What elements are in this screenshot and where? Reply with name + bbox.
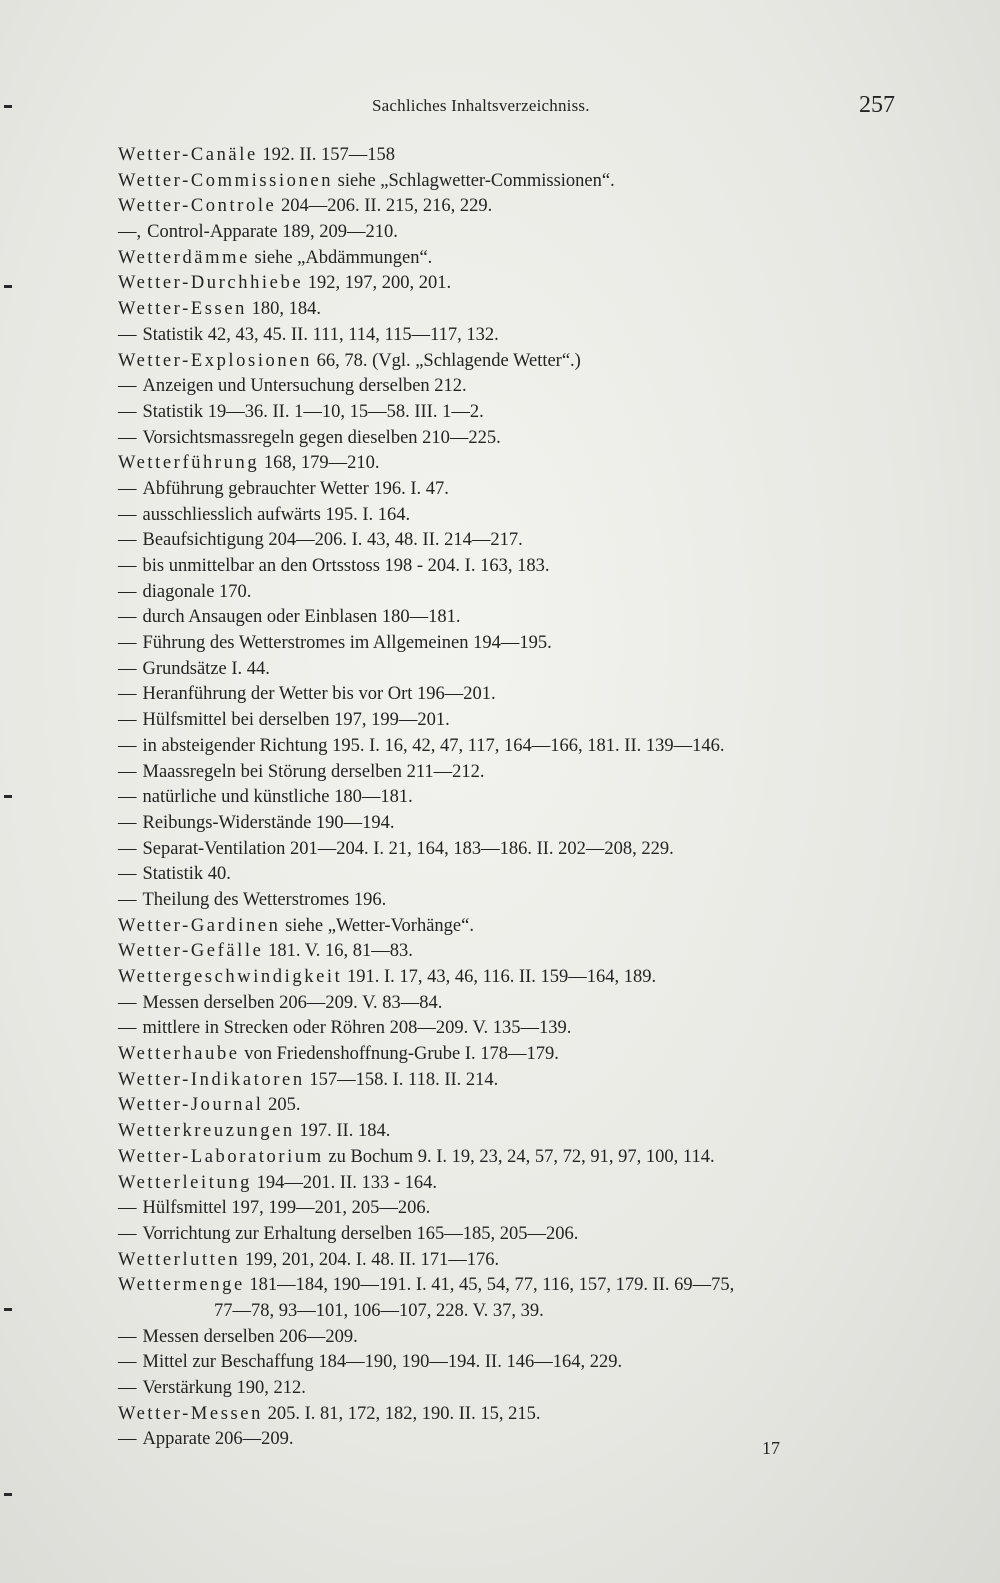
index-references: Abführung gebrauchter Wetter 196. I. 47. bbox=[142, 478, 449, 499]
index-entry bbox=[118, 194, 918, 220]
index-subentry bbox=[118, 400, 918, 426]
page-edge-mark bbox=[4, 1493, 12, 1496]
index-subentry bbox=[118, 837, 918, 863]
subentry-dash: — bbox=[118, 992, 137, 1013]
index-subentry bbox=[118, 528, 918, 554]
index-references: 192, 197, 200, 201. bbox=[307, 273, 452, 294]
signature-mark: 17 bbox=[762, 1438, 780, 1458]
index-references: 191. I. 17, 43, 46, 116. II. 159—164, 189. bbox=[347, 967, 657, 987]
index-term: Wetter-Gefälle bbox=[118, 941, 264, 962]
index-entry bbox=[118, 297, 918, 323]
index-references: Beaufsichtigung 204—206. I. 43, 48. II. 214—217. bbox=[142, 530, 523, 551]
subentry-dash: — bbox=[118, 504, 137, 525]
index-references: Theilung des Wetterstromes 196. bbox=[142, 889, 387, 910]
index-entry bbox=[118, 271, 918, 297]
index-references: Control-Apparate 189, 209—210. bbox=[147, 222, 398, 243]
index-references: Grundsätze I. 44. bbox=[142, 658, 270, 679]
subentry-dash: — bbox=[118, 633, 137, 654]
index-term: Wetterdämme bbox=[118, 247, 250, 268]
subentry-dash: — bbox=[118, 658, 137, 679]
index-references: Anzeigen und Untersuchung derselben 212. bbox=[142, 376, 467, 397]
index-term: Wetterlutten bbox=[118, 1249, 241, 1270]
index-references: Hülfsmittel bei derselben 197, 199—201. bbox=[142, 710, 450, 731]
index-entry bbox=[118, 1119, 918, 1145]
index-subentry bbox=[118, 631, 918, 657]
index-references: ausschliesslich aufwärts 195. I. 164. bbox=[142, 504, 411, 525]
index-entry bbox=[118, 1042, 918, 1068]
index-entry bbox=[118, 939, 918, 965]
index-references: Separat-Ventilation 201—204. I. 21, 164, 183—186. II. 202—208, 229. bbox=[142, 838, 674, 859]
index-references: 199, 201, 204. I. 48. II. 171—176. bbox=[244, 1249, 500, 1270]
index-entry bbox=[118, 914, 918, 940]
index-subentry bbox=[118, 580, 918, 606]
index-subentry bbox=[118, 426, 918, 452]
index-entry bbox=[118, 246, 918, 272]
index-references: bis unmittelbar an den Ortsstoss 198 - 204. I. 163, 183. bbox=[142, 556, 550, 576]
index-subentry bbox=[118, 657, 918, 683]
index-references: 205. bbox=[268, 1095, 301, 1116]
index-term: Wetterkreuzungen bbox=[118, 1121, 295, 1142]
subentry-dash: — bbox=[118, 710, 137, 731]
index-references: durch Ansaugen oder Einblasen 180—181. bbox=[142, 607, 461, 628]
subentry-dash: — bbox=[118, 889, 137, 910]
index-references: 194—201. II. 133 - 164. bbox=[256, 1172, 438, 1193]
index-subentry bbox=[118, 888, 918, 914]
subentry-dash: — bbox=[118, 787, 137, 808]
index-references: Statistik 19—36. II. 1—10, 15—58. III. 1—2. bbox=[142, 401, 484, 422]
index-subentry bbox=[118, 477, 918, 503]
index-entry bbox=[118, 965, 918, 991]
index-references: 180, 184. bbox=[251, 299, 321, 320]
index-subentry bbox=[118, 708, 918, 734]
subentry-dash: — bbox=[118, 1223, 137, 1244]
index-subentry bbox=[118, 991, 918, 1017]
index-references: 157—158. I. 118. II. 214. bbox=[309, 1069, 499, 1090]
subentry-dash: — bbox=[118, 1378, 137, 1398]
index-references: 181—184, 190—191. I. 41, 45, 54, 77, 116, 157, 179. II. 69—75, bbox=[249, 1275, 735, 1296]
index-references: 181. V. 16, 81—83. bbox=[268, 941, 413, 962]
index-references: von Friedenshoffnung-Grube I. 178—179. bbox=[244, 1044, 559, 1065]
index-entry bbox=[118, 1273, 918, 1299]
index-references: Vorrichtung zur Erhaltung derselben 165—185, 205—206. bbox=[142, 1223, 579, 1244]
index-subentry bbox=[118, 811, 918, 837]
subentry-dash: — bbox=[118, 556, 137, 576]
index-subentry bbox=[118, 760, 918, 786]
index-entry bbox=[118, 451, 918, 477]
page-edge-mark bbox=[4, 795, 12, 798]
subentry-dash: — bbox=[118, 1352, 137, 1373]
subentry-dash: — bbox=[118, 376, 137, 397]
index-entry bbox=[118, 1171, 918, 1197]
subentry-dash: — bbox=[118, 1198, 137, 1219]
subentry-dash: —, bbox=[118, 222, 142, 243]
subentry-dash: — bbox=[118, 427, 137, 448]
subentry-dash: — bbox=[118, 761, 137, 782]
index-references: Messen derselben 206—209. bbox=[142, 1326, 358, 1347]
index-references: in absteigender Richtung 195. I. 16, 42, 47, 117, 164—166, 181. II. 139—146. bbox=[142, 735, 725, 756]
subentry-dash: — bbox=[118, 864, 137, 885]
index-references: 77—78, 93—101, 106—107, 228. V. 37, 39. bbox=[214, 1300, 544, 1321]
index-term: Wetterführung bbox=[118, 453, 260, 474]
index-references: 197. II. 184. bbox=[299, 1121, 391, 1142]
index-subentry bbox=[118, 605, 918, 631]
index-subentry bbox=[118, 503, 918, 529]
page-number: 257 bbox=[859, 92, 895, 118]
subentry-dash: — bbox=[118, 735, 137, 756]
page-edge-mark bbox=[4, 105, 12, 108]
index-subentry bbox=[118, 1222, 918, 1248]
index-subentry bbox=[118, 323, 918, 349]
index-term: Wetterhaube bbox=[118, 1044, 240, 1065]
index-entry bbox=[118, 1093, 918, 1119]
index-references: Verstärkung 190, 212. bbox=[142, 1378, 306, 1398]
subentry-dash: — bbox=[118, 1429, 137, 1450]
index-references: siehe „Abdämmungen“. bbox=[254, 247, 433, 268]
index-entry bbox=[118, 349, 918, 375]
index-references: siehe „Schlagwetter-Commissionen“. bbox=[337, 170, 615, 191]
page-header bbox=[372, 92, 895, 122]
index-term: Wetter-Canäle bbox=[118, 145, 258, 165]
index-subentry bbox=[118, 785, 918, 811]
subentry-dash: — bbox=[118, 324, 137, 345]
index-references: Messen derselben 206—209. V. 83—84. bbox=[142, 992, 443, 1013]
index-references: 192. II. 157—158 bbox=[262, 145, 395, 165]
subentry-dash: — bbox=[118, 401, 137, 422]
index-subentry bbox=[118, 862, 918, 888]
index-subentry bbox=[118, 554, 918, 580]
index-entries bbox=[118, 143, 918, 1453]
index-subentry bbox=[118, 1196, 918, 1222]
index-references: mittlere in Strecken oder Röhren 208—209. V. 135—139. bbox=[142, 1018, 572, 1039]
index-references: 66, 78. (Vgl. „Schlagende Wetter“.) bbox=[316, 350, 581, 371]
index-subentry bbox=[118, 682, 918, 708]
subentry-dash: — bbox=[118, 478, 137, 499]
index-entry bbox=[118, 169, 918, 195]
index-references: Mittel zur Beschaffung 184—190, 190—194. II. 146—164, 229. bbox=[142, 1352, 623, 1373]
index-references: Reibungs-Widerstände 190—194. bbox=[142, 812, 395, 833]
subentry-dash: — bbox=[118, 1326, 137, 1347]
page-edge-mark bbox=[4, 1308, 12, 1311]
subentry-dash: — bbox=[118, 607, 137, 628]
index-references: Hülfsmittel 197, 199—201, 205—206. bbox=[142, 1198, 431, 1219]
index-references: Heranführung der Wetter bis vor Ort 196—201. bbox=[142, 684, 496, 705]
index-references: siehe „Wetter-Vorhänge“. bbox=[285, 915, 474, 936]
index-term: Wetter-Gardinen bbox=[118, 915, 281, 936]
index-term: Wetter-Commissionen bbox=[118, 170, 334, 191]
index-entry bbox=[118, 143, 918, 169]
index-term: Wettergeschwindigkeit bbox=[118, 967, 343, 987]
index-entry bbox=[118, 1402, 918, 1428]
subentry-dash: — bbox=[118, 838, 137, 859]
index-subentry bbox=[118, 374, 918, 400]
running-head: Sachliches Inhaltsverzeichniss. bbox=[372, 96, 590, 115]
index-references: 205. I. 81, 172, 182, 190. II. 15, 215. bbox=[267, 1403, 541, 1424]
index-entry-continuation bbox=[118, 1299, 918, 1325]
index-term: Wetter-Messen bbox=[118, 1403, 263, 1424]
index-references: diagonale 170. bbox=[142, 581, 252, 602]
index-references: 204—206. II. 215, 216, 229. bbox=[281, 196, 493, 217]
index-subentry bbox=[118, 220, 918, 246]
index-term: Wetter-Controle bbox=[118, 196, 277, 217]
index-entry bbox=[118, 1248, 918, 1274]
index-term: Wetterleitung bbox=[118, 1172, 253, 1193]
index-references: 168, 179—210. bbox=[263, 453, 380, 474]
index-references: Statistik 40. bbox=[142, 864, 231, 885]
index-subentry bbox=[118, 734, 918, 760]
subentry-dash: — bbox=[118, 1018, 137, 1039]
index-references: natürliche und künstliche 180—181. bbox=[142, 787, 413, 808]
index-term: Wetter-Indikatoren bbox=[118, 1069, 305, 1090]
subentry-dash: — bbox=[118, 684, 137, 705]
index-references: Maassregeln bei Störung derselben 211—212. bbox=[142, 761, 485, 782]
subentry-dash: — bbox=[118, 581, 137, 602]
subentry-dash: — bbox=[118, 530, 137, 551]
index-references: Apparate 206—209. bbox=[142, 1429, 294, 1450]
index-entry bbox=[118, 1145, 918, 1171]
index-term: Wetter-Explosionen bbox=[118, 350, 312, 371]
index-references: zu Bochum 9. I. 19, 23, 24, 57, 72, 91, 97, 100, 114. bbox=[328, 1146, 715, 1167]
index-entry bbox=[118, 1068, 918, 1094]
index-subentry bbox=[118, 1325, 918, 1351]
index-references: Vorsichtsmassregeln gegen dieselben 210—225. bbox=[142, 427, 501, 448]
index-term: Wetter-Laboratorium bbox=[118, 1146, 324, 1167]
page-edge-mark bbox=[4, 285, 12, 288]
index-references: Führung des Wetterstromes im Allgemeinen 194—195. bbox=[142, 633, 552, 654]
subentry-dash: — bbox=[118, 812, 137, 833]
index-term: Wettermenge bbox=[118, 1275, 245, 1296]
index-term: Wetter-Essen bbox=[118, 299, 247, 320]
index-subentry bbox=[118, 1016, 918, 1042]
index-term: Wetter-Durchhiebe bbox=[118, 273, 304, 294]
index-term: Wetter-Journal bbox=[118, 1095, 264, 1116]
index-subentry bbox=[118, 1376, 918, 1402]
index-subentry bbox=[118, 1427, 918, 1453]
index-references: Statistik 42, 43, 45. II. 111, 114, 115—117, 132. bbox=[142, 324, 499, 345]
index-subentry bbox=[118, 1350, 918, 1376]
